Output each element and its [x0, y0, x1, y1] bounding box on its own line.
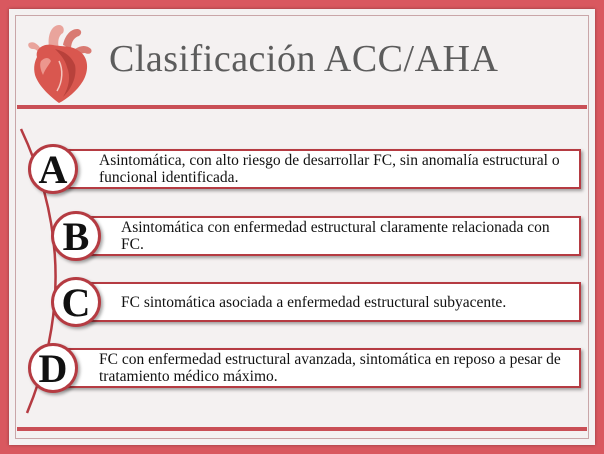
stage-d-letter: D — [38, 345, 68, 391]
stage-b-letter: B — [62, 213, 90, 259]
stage-b-text: Asintomática con enfermedad estructural claramente relacionada con FC. — [121, 219, 550, 253]
footer-divider — [17, 427, 587, 431]
stage-c-box — [81, 282, 581, 322]
stage-a-letter: A — [38, 146, 68, 192]
stage-d-text: FC con enfermedad estructural avanzada, sintomática en reposo a pesar de tratamiento médico máximo. — [99, 351, 561, 385]
page-title: Clasificación ACC/AHA — [109, 38, 499, 80]
stage-c-badge — [51, 277, 101, 327]
stage-d-badge — [28, 343, 78, 393]
stage-b-badge — [51, 211, 101, 261]
stage-a-text: Asintomática, con alto riesgo de desarrollar FC, sin anomalía estructural o funcional identificada. — [99, 152, 560, 186]
stage-c-text: FC sintomática asociada a enfermedad estructural subyacente. — [121, 293, 507, 311]
stage-a-box — [59, 149, 581, 189]
stage-d-box — [59, 348, 581, 388]
stage-c-letter: C — [61, 279, 91, 325]
stage-a-badge — [28, 144, 78, 194]
slide-card — [9, 9, 595, 445]
stage-b-box — [81, 216, 581, 256]
